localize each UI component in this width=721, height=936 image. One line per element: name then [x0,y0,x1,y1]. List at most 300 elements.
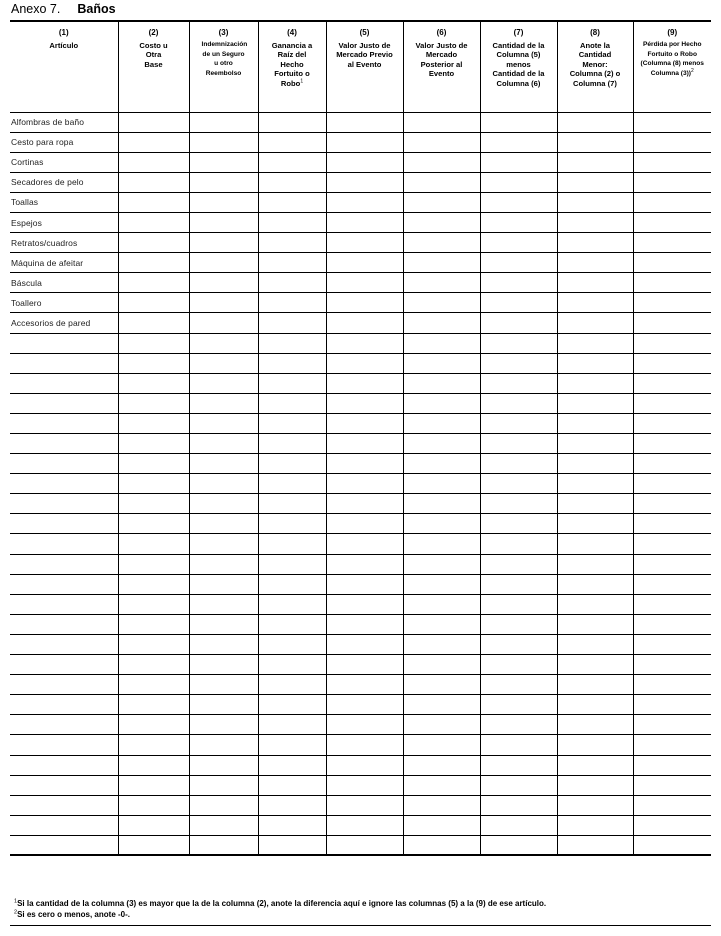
entry-cell-col-7[interactable] [480,755,557,775]
item-name-cell[interactable] [10,735,118,755]
entry-cell-col-5[interactable] [326,594,403,614]
entry-cell-col-6[interactable] [403,454,480,474]
entry-cell-col-8[interactable] [557,655,633,675]
entry-cell-col-7[interactable] [480,313,557,333]
entry-cell-col-3[interactable] [189,253,258,273]
entry-cell-col-4[interactable] [258,715,326,735]
entry-cell-col-7[interactable] [480,534,557,554]
entry-cell-col-6[interactable] [403,574,480,594]
entry-cell-col-8[interactable] [557,815,633,835]
item-name-cell[interactable] [10,634,118,654]
entry-cell-col-9[interactable] [633,474,711,494]
entry-cell-col-3[interactable] [189,715,258,735]
entry-cell-col-9[interactable] [633,152,711,172]
entry-cell-col-5[interactable] [326,835,403,855]
item-name-cell[interactable] [10,534,118,554]
entry-cell-col-7[interactable] [480,775,557,795]
entry-cell-col-9[interactable] [633,835,711,855]
entry-cell-col-9[interactable] [633,534,711,554]
entry-cell-col-9[interactable] [633,715,711,735]
entry-cell-col-6[interactable] [403,313,480,333]
item-name-cell[interactable] [10,454,118,474]
entry-cell-col-4[interactable] [258,554,326,574]
entry-cell-col-6[interactable] [403,835,480,855]
entry-cell-col-5[interactable] [326,634,403,654]
entry-cell-col-3[interactable] [189,172,258,192]
entry-cell-col-3[interactable] [189,293,258,313]
entry-cell-col-8[interactable] [557,132,633,152]
item-name-cell[interactable] [10,474,118,494]
entry-cell-col-6[interactable] [403,434,480,454]
entry-cell-col-2[interactable] [118,474,189,494]
entry-cell-col-4[interactable] [258,112,326,132]
entry-cell-col-8[interactable] [557,313,633,333]
entry-cell-col-8[interactable] [557,253,633,273]
entry-cell-col-5[interactable] [326,474,403,494]
entry-cell-col-2[interactable] [118,212,189,232]
item-name-cell[interactable] [10,554,118,574]
entry-cell-col-8[interactable] [557,192,633,212]
entry-cell-col-8[interactable] [557,454,633,474]
entry-cell-col-5[interactable] [326,735,403,755]
entry-cell-col-6[interactable] [403,152,480,172]
entry-cell-col-7[interactable] [480,494,557,514]
entry-cell-col-2[interactable] [118,273,189,293]
entry-cell-col-3[interactable] [189,353,258,373]
entry-cell-col-9[interactable] [633,434,711,454]
entry-cell-col-2[interactable] [118,253,189,273]
entry-cell-col-6[interactable] [403,494,480,514]
entry-cell-col-7[interactable] [480,393,557,413]
entry-cell-col-8[interactable] [557,755,633,775]
entry-cell-col-2[interactable] [118,554,189,574]
entry-cell-col-8[interactable] [557,695,633,715]
entry-cell-col-4[interactable] [258,373,326,393]
item-name-cell[interactable] [10,835,118,855]
item-name-cell[interactable] [10,353,118,373]
entry-cell-col-4[interactable] [258,273,326,293]
entry-cell-col-4[interactable] [258,655,326,675]
entry-cell-col-2[interactable] [118,233,189,253]
entry-cell-col-4[interactable] [258,353,326,373]
entry-cell-col-6[interactable] [403,614,480,634]
entry-cell-col-4[interactable] [258,152,326,172]
entry-cell-col-7[interactable] [480,373,557,393]
entry-cell-col-5[interactable] [326,112,403,132]
entry-cell-col-4[interactable] [258,474,326,494]
entry-cell-col-2[interactable] [118,574,189,594]
entry-cell-col-7[interactable] [480,594,557,614]
entry-cell-col-4[interactable] [258,835,326,855]
entry-cell-col-2[interactable] [118,755,189,775]
entry-cell-col-9[interactable] [633,373,711,393]
entry-cell-col-6[interactable] [403,112,480,132]
entry-cell-col-8[interactable] [557,534,633,554]
entry-cell-col-5[interactable] [326,574,403,594]
entry-cell-col-5[interactable] [326,494,403,514]
entry-cell-col-2[interactable] [118,373,189,393]
entry-cell-col-5[interactable] [326,192,403,212]
entry-cell-col-3[interactable] [189,514,258,534]
entry-cell-col-8[interactable] [557,775,633,795]
entry-cell-col-5[interactable] [326,795,403,815]
entry-cell-col-6[interactable] [403,293,480,313]
entry-cell-col-9[interactable] [633,655,711,675]
entry-cell-col-9[interactable] [633,393,711,413]
entry-cell-col-5[interactable] [326,695,403,715]
entry-cell-col-4[interactable] [258,634,326,654]
entry-cell-col-2[interactable] [118,413,189,433]
entry-cell-col-3[interactable] [189,795,258,815]
entry-cell-col-2[interactable] [118,634,189,654]
entry-cell-col-9[interactable] [633,273,711,293]
item-name-cell[interactable] [10,434,118,454]
entry-cell-col-2[interactable] [118,534,189,554]
entry-cell-col-3[interactable] [189,695,258,715]
entry-cell-col-9[interactable] [633,132,711,152]
entry-cell-col-3[interactable] [189,574,258,594]
entry-cell-col-5[interactable] [326,534,403,554]
entry-cell-col-7[interactable] [480,132,557,152]
entry-cell-col-6[interactable] [403,755,480,775]
entry-cell-col-7[interactable] [480,614,557,634]
entry-cell-col-3[interactable] [189,313,258,333]
entry-cell-col-8[interactable] [557,373,633,393]
entry-cell-col-3[interactable] [189,233,258,253]
entry-cell-col-9[interactable] [633,775,711,795]
entry-cell-col-5[interactable] [326,815,403,835]
entry-cell-col-5[interactable] [326,273,403,293]
entry-cell-col-7[interactable] [480,454,557,474]
entry-cell-col-5[interactable] [326,755,403,775]
entry-cell-col-7[interactable] [480,333,557,353]
entry-cell-col-3[interactable] [189,112,258,132]
item-name-cell[interactable] [10,494,118,514]
entry-cell-col-7[interactable] [480,634,557,654]
entry-cell-col-6[interactable] [403,735,480,755]
entry-cell-col-8[interactable] [557,393,633,413]
entry-cell-col-3[interactable] [189,534,258,554]
item-name-cell[interactable] [10,413,118,433]
item-name-cell[interactable] [10,393,118,413]
entry-cell-col-2[interactable] [118,172,189,192]
entry-cell-col-9[interactable] [633,494,711,514]
entry-cell-col-8[interactable] [557,474,633,494]
entry-cell-col-3[interactable] [189,273,258,293]
entry-cell-col-4[interactable] [258,815,326,835]
entry-cell-col-7[interactable] [480,172,557,192]
entry-cell-col-7[interactable] [480,835,557,855]
entry-cell-col-6[interactable] [403,373,480,393]
entry-cell-col-8[interactable] [557,594,633,614]
entry-cell-col-9[interactable] [633,554,711,574]
entry-cell-col-6[interactable] [403,212,480,232]
entry-cell-col-8[interactable] [557,413,633,433]
entry-cell-col-6[interactable] [403,534,480,554]
entry-cell-col-9[interactable] [633,253,711,273]
entry-cell-col-3[interactable] [189,634,258,654]
entry-cell-col-8[interactable] [557,353,633,373]
entry-cell-col-3[interactable] [189,373,258,393]
entry-cell-col-8[interactable] [557,494,633,514]
entry-cell-col-9[interactable] [633,514,711,534]
entry-cell-col-4[interactable] [258,413,326,433]
entry-cell-col-2[interactable] [118,795,189,815]
entry-cell-col-9[interactable] [633,735,711,755]
entry-cell-col-4[interactable] [258,574,326,594]
item-name-cell[interactable] [10,775,118,795]
entry-cell-col-9[interactable] [633,634,711,654]
entry-cell-col-2[interactable] [118,192,189,212]
entry-cell-col-5[interactable] [326,373,403,393]
item-name-cell[interactable] [10,815,118,835]
entry-cell-col-3[interactable] [189,835,258,855]
entry-cell-col-3[interactable] [189,494,258,514]
entry-cell-col-2[interactable] [118,393,189,413]
entry-cell-col-7[interactable] [480,815,557,835]
item-name-cell[interactable] [10,655,118,675]
entry-cell-col-3[interactable] [189,333,258,353]
entry-cell-col-2[interactable] [118,514,189,534]
entry-cell-col-7[interactable] [480,474,557,494]
entry-cell-col-7[interactable] [480,715,557,735]
entry-cell-col-7[interactable] [480,795,557,815]
entry-cell-col-5[interactable] [326,434,403,454]
entry-cell-col-7[interactable] [480,212,557,232]
entry-cell-col-8[interactable] [557,554,633,574]
entry-cell-col-8[interactable] [557,233,633,253]
entry-cell-col-6[interactable] [403,815,480,835]
entry-cell-col-9[interactable] [633,614,711,634]
entry-cell-col-4[interactable] [258,695,326,715]
entry-cell-col-9[interactable] [633,755,711,775]
entry-cell-col-2[interactable] [118,675,189,695]
entry-cell-col-6[interactable] [403,192,480,212]
entry-cell-col-2[interactable] [118,132,189,152]
entry-cell-col-3[interactable] [189,132,258,152]
entry-cell-col-7[interactable] [480,735,557,755]
entry-cell-col-6[interactable] [403,675,480,695]
item-name-cell[interactable] [10,755,118,775]
entry-cell-col-4[interactable] [258,454,326,474]
entry-cell-col-8[interactable] [557,212,633,232]
entry-cell-col-2[interactable] [118,293,189,313]
entry-cell-col-2[interactable] [118,815,189,835]
item-name-cell[interactable] [10,514,118,534]
entry-cell-col-9[interactable] [633,815,711,835]
entry-cell-col-4[interactable] [258,594,326,614]
entry-cell-col-4[interactable] [258,293,326,313]
entry-cell-col-4[interactable] [258,192,326,212]
entry-cell-col-9[interactable] [633,413,711,433]
entry-cell-col-3[interactable] [189,755,258,775]
entry-cell-col-5[interactable] [326,454,403,474]
entry-cell-col-2[interactable] [118,353,189,373]
entry-cell-col-6[interactable] [403,554,480,574]
entry-cell-col-5[interactable] [326,253,403,273]
entry-cell-col-4[interactable] [258,534,326,554]
entry-cell-col-3[interactable] [189,594,258,614]
entry-cell-col-2[interactable] [118,715,189,735]
entry-cell-col-7[interactable] [480,112,557,132]
entry-cell-col-5[interactable] [326,333,403,353]
entry-cell-col-3[interactable] [189,655,258,675]
entry-cell-col-9[interactable] [633,112,711,132]
entry-cell-col-3[interactable] [189,474,258,494]
entry-cell-col-8[interactable] [557,835,633,855]
entry-cell-col-4[interactable] [258,132,326,152]
entry-cell-col-3[interactable] [189,454,258,474]
entry-cell-col-2[interactable] [118,695,189,715]
entry-cell-col-5[interactable] [326,172,403,192]
entry-cell-col-7[interactable] [480,695,557,715]
entry-cell-col-2[interactable] [118,655,189,675]
entry-cell-col-8[interactable] [557,614,633,634]
entry-cell-col-2[interactable] [118,454,189,474]
entry-cell-col-5[interactable] [326,353,403,373]
entry-cell-col-5[interactable] [326,655,403,675]
entry-cell-col-7[interactable] [480,273,557,293]
entry-cell-col-3[interactable] [189,212,258,232]
entry-cell-col-4[interactable] [258,313,326,333]
entry-cell-col-9[interactable] [633,675,711,695]
entry-cell-col-4[interactable] [258,253,326,273]
entry-cell-col-5[interactable] [326,393,403,413]
entry-cell-col-5[interactable] [326,554,403,574]
entry-cell-col-2[interactable] [118,333,189,353]
entry-cell-col-4[interactable] [258,172,326,192]
entry-cell-col-2[interactable] [118,614,189,634]
entry-cell-col-8[interactable] [557,574,633,594]
entry-cell-col-9[interactable] [633,333,711,353]
entry-cell-col-4[interactable] [258,233,326,253]
entry-cell-col-8[interactable] [557,514,633,534]
entry-cell-col-8[interactable] [557,795,633,815]
entry-cell-col-6[interactable] [403,594,480,614]
item-name-cell[interactable] [10,574,118,594]
entry-cell-col-2[interactable] [118,835,189,855]
entry-cell-col-6[interactable] [403,634,480,654]
entry-cell-col-6[interactable] [403,233,480,253]
entry-cell-col-6[interactable] [403,514,480,534]
entry-cell-col-8[interactable] [557,333,633,353]
entry-cell-col-4[interactable] [258,795,326,815]
entry-cell-col-7[interactable] [480,554,557,574]
entry-cell-col-3[interactable] [189,554,258,574]
entry-cell-col-9[interactable] [633,172,711,192]
entry-cell-col-5[interactable] [326,233,403,253]
entry-cell-col-4[interactable] [258,735,326,755]
entry-cell-col-5[interactable] [326,132,403,152]
entry-cell-col-6[interactable] [403,695,480,715]
entry-cell-col-4[interactable] [258,514,326,534]
entry-cell-col-9[interactable] [633,594,711,614]
entry-cell-col-9[interactable] [633,212,711,232]
entry-cell-col-5[interactable] [326,614,403,634]
item-name-cell[interactable] [10,614,118,634]
entry-cell-col-5[interactable] [326,675,403,695]
entry-cell-col-7[interactable] [480,574,557,594]
entry-cell-col-2[interactable] [118,775,189,795]
entry-cell-col-9[interactable] [633,293,711,313]
entry-cell-col-5[interactable] [326,313,403,333]
entry-cell-col-7[interactable] [480,434,557,454]
entry-cell-col-5[interactable] [326,152,403,172]
entry-cell-col-5[interactable] [326,212,403,232]
entry-cell-col-5[interactable] [326,775,403,795]
entry-cell-col-7[interactable] [480,152,557,172]
entry-cell-col-3[interactable] [189,775,258,795]
entry-cell-col-8[interactable] [557,634,633,654]
entry-cell-col-5[interactable] [326,715,403,735]
entry-cell-col-4[interactable] [258,775,326,795]
entry-cell-col-4[interactable] [258,393,326,413]
entry-cell-col-6[interactable] [403,474,480,494]
entry-cell-col-3[interactable] [189,192,258,212]
entry-cell-col-7[interactable] [480,413,557,433]
entry-cell-col-2[interactable] [118,594,189,614]
item-name-cell[interactable] [10,333,118,353]
entry-cell-col-7[interactable] [480,192,557,212]
entry-cell-col-6[interactable] [403,132,480,152]
entry-cell-col-6[interactable] [403,333,480,353]
item-name-cell[interactable] [10,675,118,695]
entry-cell-col-4[interactable] [258,212,326,232]
entry-cell-col-6[interactable] [403,393,480,413]
entry-cell-col-7[interactable] [480,353,557,373]
item-name-cell[interactable] [10,695,118,715]
entry-cell-col-8[interactable] [557,735,633,755]
entry-cell-col-4[interactable] [258,434,326,454]
item-name-cell[interactable] [10,373,118,393]
entry-cell-col-8[interactable] [557,434,633,454]
entry-cell-col-7[interactable] [480,655,557,675]
entry-cell-col-3[interactable] [189,675,258,695]
entry-cell-col-3[interactable] [189,735,258,755]
entry-cell-col-3[interactable] [189,614,258,634]
entry-cell-col-6[interactable] [403,413,480,433]
entry-cell-col-4[interactable] [258,333,326,353]
entry-cell-col-7[interactable] [480,253,557,273]
entry-cell-col-4[interactable] [258,494,326,514]
entry-cell-col-8[interactable] [557,293,633,313]
entry-cell-col-6[interactable] [403,795,480,815]
entry-cell-col-8[interactable] [557,273,633,293]
entry-cell-col-9[interactable] [633,695,711,715]
entry-cell-col-6[interactable] [403,273,480,293]
entry-cell-col-7[interactable] [480,293,557,313]
entry-cell-col-9[interactable] [633,454,711,474]
entry-cell-col-9[interactable] [633,233,711,253]
entry-cell-col-8[interactable] [557,152,633,172]
entry-cell-col-4[interactable] [258,675,326,695]
entry-cell-col-5[interactable] [326,293,403,313]
entry-cell-col-3[interactable] [189,393,258,413]
entry-cell-col-2[interactable] [118,152,189,172]
entry-cell-col-9[interactable] [633,313,711,333]
entry-cell-col-5[interactable] [326,514,403,534]
entry-cell-col-8[interactable] [557,172,633,192]
entry-cell-col-3[interactable] [189,815,258,835]
entry-cell-col-7[interactable] [480,514,557,534]
entry-cell-col-6[interactable] [403,172,480,192]
entry-cell-col-6[interactable] [403,253,480,273]
entry-cell-col-6[interactable] [403,353,480,373]
entry-cell-col-2[interactable] [118,112,189,132]
entry-cell-col-6[interactable] [403,655,480,675]
item-name-cell[interactable] [10,715,118,735]
entry-cell-col-7[interactable] [480,233,557,253]
